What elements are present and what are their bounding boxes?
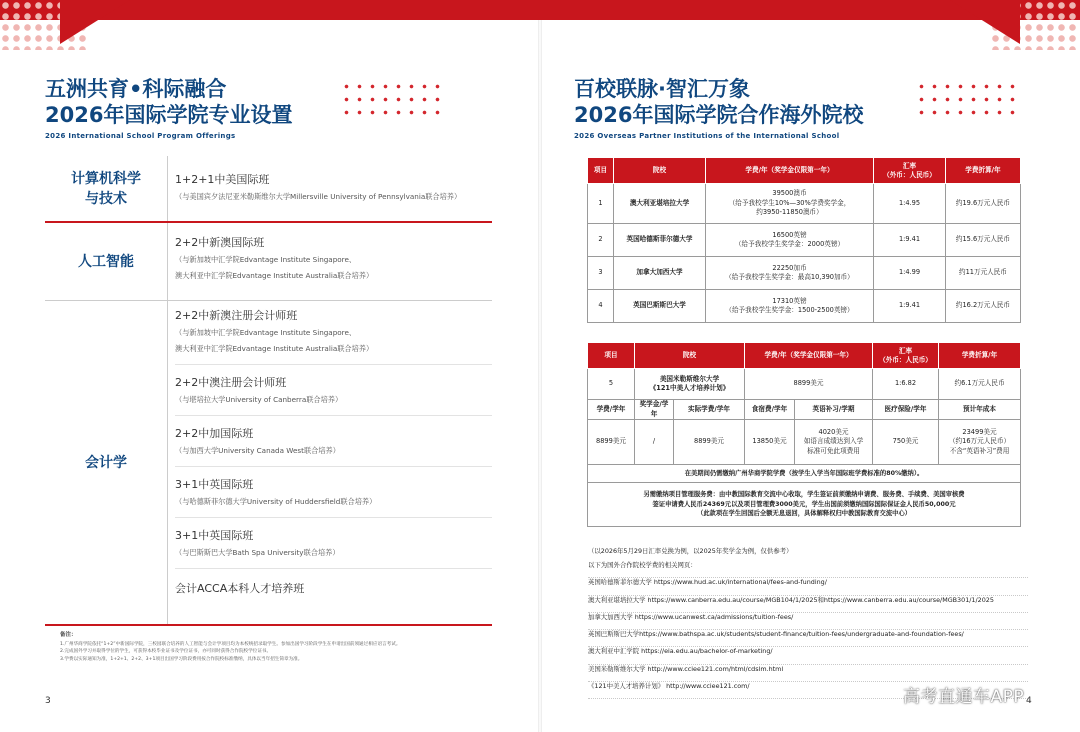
program-name: 会计ACCA本科人才培养班 bbox=[175, 582, 305, 595]
program-desc: 澳大利亚中汇学院Edvantage Institute Australia联合培养） bbox=[175, 271, 374, 280]
category-name: 人工智能 bbox=[78, 253, 134, 270]
category-divider bbox=[167, 301, 168, 624]
table-note: 在美期间仍需缴纳广州华商学院学费（按学生入学当年国际班学费标准的80%缴纳）。 bbox=[588, 465, 1021, 483]
page-number-left: 3 bbox=[45, 696, 51, 706]
program-list bbox=[175, 223, 492, 291]
corner-triangle-left bbox=[60, 0, 130, 44]
category-divider bbox=[167, 223, 168, 300]
program-item bbox=[175, 518, 492, 569]
header-cell: 汇率 （外币：人民币） bbox=[874, 158, 946, 184]
program-item bbox=[175, 223, 492, 291]
table-cell: 英国哈德斯菲尔德大学 bbox=[614, 224, 706, 257]
table-cell: 约19.6万元人民币 bbox=[946, 184, 1021, 224]
table-row bbox=[588, 224, 1021, 257]
left-title-line1: 五洲共育•科际融合 bbox=[45, 77, 227, 101]
category-row bbox=[45, 301, 492, 626]
table-header-row bbox=[588, 343, 1021, 369]
header-cell: 学费折算/年 bbox=[946, 158, 1021, 184]
table-cell: 医疗保险/学年 bbox=[873, 400, 939, 420]
table-cell: 2 bbox=[588, 224, 614, 257]
program-item bbox=[175, 569, 492, 605]
header-cell: 学费折算/年 bbox=[939, 343, 1021, 369]
program-table bbox=[45, 156, 492, 626]
table-cell: 约11万元人民币 bbox=[946, 257, 1021, 290]
left-title-line2: 2026年国际学院专业设置 bbox=[45, 103, 293, 127]
notes-block bbox=[60, 632, 500, 663]
notes-title: 备注： bbox=[60, 632, 77, 638]
watermark: 高考直通车APP bbox=[903, 687, 1025, 707]
table-note-row bbox=[588, 465, 1021, 483]
program-name: 2+2中新澳注册会计师班 bbox=[175, 309, 298, 322]
table-cell: 奖学金/学年 bbox=[635, 400, 674, 420]
program-name: 2+2中加国际班 bbox=[175, 427, 254, 440]
right-title-line1: 百校联脉·智汇万象 bbox=[574, 77, 750, 101]
table-cell: 4 bbox=[588, 290, 614, 323]
program-name: 2+2中新澳国际班 bbox=[175, 236, 265, 249]
table-cell: 4020美元 如语言成绩达到入学 标准可免此项费用 bbox=[795, 420, 873, 465]
program-name: 3+1中英国际班 bbox=[175, 478, 254, 491]
header-cell: 项目 bbox=[588, 343, 635, 369]
note-line: 3.学费以实际通知为准，1+2+1、2+2、3+1项目出国学习阶段费用按合作院校标准缴纳，具体以当年招生简章为准。 bbox=[60, 656, 303, 662]
table-cell: 1:9.41 bbox=[874, 224, 946, 257]
table-cell: 约15.6万元人民币 bbox=[946, 224, 1021, 257]
program-desc: （与巴斯斯巴大学Bath Spa University联合培养） bbox=[175, 548, 340, 557]
table-cell: 5 bbox=[588, 369, 635, 400]
category-row bbox=[45, 223, 492, 301]
table-cell: / bbox=[635, 420, 674, 465]
left-subtitle: 2026 International School Program Offerings bbox=[45, 132, 236, 140]
program-list bbox=[175, 301, 492, 605]
table-cell: 加拿大加西大学 bbox=[614, 257, 706, 290]
right-subtitle: 2026 Overseas Partner Institutions of the International School bbox=[574, 132, 840, 140]
right-title-line2: 2026年国际学院合作海外院校 bbox=[574, 103, 864, 127]
table-cell: 食宿费/学年 bbox=[745, 400, 795, 420]
table-cell: 23499美元 （约16万元人民币） 不含“英语补习”费用 bbox=[939, 420, 1021, 465]
page-number-right: 4 bbox=[1026, 696, 1032, 706]
reference-link[interactable]: 英国巴斯斯巴大学https://www.bathspa.ac.uk/students/student-finance/tuition-fees/undergraduate-and-foundation-fees/ bbox=[588, 630, 1028, 647]
reference-link[interactable]: 英国哈德斯菲尔德大学 https://www.hud.ac.uk/international/fees-and-funding/ bbox=[588, 578, 1028, 595]
left-dot-grid bbox=[340, 80, 440, 120]
program-item bbox=[175, 467, 492, 518]
category-divider bbox=[167, 156, 168, 221]
table-cell: 约6.1万元人民币 bbox=[939, 369, 1021, 400]
header-cell: 汇率 （外币：人民币） bbox=[873, 343, 939, 369]
table-cell: 英语补习/学期 bbox=[795, 400, 873, 420]
header-cell: 学费/年（奖学金仅限第一年） bbox=[706, 158, 874, 184]
table-cell: 1 bbox=[588, 184, 614, 224]
note-line: 1.广州华商学院依托“1+2”中新国际学院，三校园联合培养的人工智能与会计学项目均为本校统招录取学生。参加出国学习阶段学生在申请出国前须通过相应语言考试。 bbox=[60, 641, 401, 647]
table-cell: 1:4.95 bbox=[874, 184, 946, 224]
category-row bbox=[45, 156, 492, 223]
table-row bbox=[588, 257, 1021, 290]
program-item bbox=[175, 365, 492, 416]
program-desc: （与堪培拉大学University of Canberra联合培养） bbox=[175, 395, 343, 404]
table-cell: 39500澳币 （给予我校学生10%—30%学费奖学金， 约3950-11850澳币） bbox=[706, 184, 874, 224]
header-cell: 项目 bbox=[588, 158, 614, 184]
table-row bbox=[588, 420, 1021, 465]
program-list bbox=[175, 156, 492, 212]
header-cell: 院校 bbox=[635, 343, 745, 369]
table-cell: 1:4.99 bbox=[874, 257, 946, 290]
table-cell: 13850美元 bbox=[745, 420, 795, 465]
reference-link[interactable]: 澳大利亚堪培拉大学 https://www.canberra.edu.au/course/MGB104/1/2025和https://www.canberra.edu.au/course/MGB301/1/2025 bbox=[588, 596, 1028, 613]
program-desc: （与哈德斯菲尔德大学University of Huddersfield联合培养） bbox=[175, 497, 377, 506]
program-name: 3+1中英国际班 bbox=[175, 529, 254, 542]
reference-heading: 以下为国外合作院校学费的相关网页： bbox=[588, 561, 1028, 578]
category-name: 计算机科学 与技术 bbox=[71, 170, 141, 207]
table-note-row bbox=[588, 483, 1021, 527]
reference-link[interactable]: 《121中美人才培养计划》 http://www.cciee121.com/ bbox=[588, 682, 1028, 699]
table-cell: 美国米勒斯维尔大学 《121中美人才培养计划》 bbox=[635, 369, 745, 400]
table-cell: 英国巴斯斯巴大学 bbox=[614, 290, 706, 323]
table-cell: 750美元 bbox=[873, 420, 939, 465]
reference-link[interactable]: 美国米勒斯维尔大学 http://www.cciee121.com/html/cdslm.html bbox=[588, 665, 1028, 682]
table-cell: 3 bbox=[588, 257, 614, 290]
table-row bbox=[588, 184, 1021, 224]
right-dot-grid bbox=[915, 80, 1015, 120]
partner-fee-table bbox=[587, 157, 1021, 323]
table-cell: 约16.2万元人民币 bbox=[946, 290, 1021, 323]
right-title-block bbox=[574, 76, 863, 140]
corner-triangle-right bbox=[950, 0, 1020, 44]
table-cell: 17310英镑 （给予我校学生奖学金：1500-2500英镑） bbox=[706, 290, 874, 323]
program-item bbox=[175, 301, 492, 365]
program-desc: （与新加坡中汇学院Edvantage Institute Singapore、 bbox=[175, 328, 357, 337]
table-header-row bbox=[588, 158, 1021, 184]
header-cell: 院校 bbox=[614, 158, 706, 184]
table-subheader-row bbox=[588, 400, 1021, 420]
table-cell: 1:9.41 bbox=[874, 290, 946, 323]
program-item bbox=[175, 416, 492, 467]
table-row bbox=[588, 290, 1021, 323]
table-cell: 实际学费/学年 bbox=[674, 400, 745, 420]
page-gutter bbox=[538, 0, 542, 732]
miller-fee-table bbox=[587, 342, 1021, 527]
table-cell: 8899美元 bbox=[674, 420, 745, 465]
program-desc: （与加西大学University Canada West联合培养） bbox=[175, 446, 340, 455]
program-desc: （与美国宾夕法尼亚米勒斯维尔大学Millersville University of Pennsylvania联合培养） bbox=[175, 192, 462, 201]
table-cell: 学费/学年 bbox=[588, 400, 635, 420]
reference-note: （以2026年5月29日汇率兑换为例，以2025年奖学金为例，仅供参考） bbox=[588, 547, 793, 555]
program-desc: 澳大利亚中汇学院Edvantage Institute Australia联合培养） bbox=[175, 344, 374, 353]
table-row bbox=[588, 369, 1021, 400]
table-note: 另需缴纳项目管理服务费：由中教国际教育交流中心收取，学生签证前须缴纳申请费、服务费、手续费、美国审核费 签证申请费人民币24369元以及项目管理费3000美元，学生出国前须缴纳国际国际保证金人民币50,000元 （此款项在学生回国后全额无息退回，具体解释权归中教国际教育交流中心） bbox=[588, 483, 1021, 527]
reference-link[interactable]: 加拿大加西大学 https://www.ucanwest.ca/admissions/tuition-fees/ bbox=[588, 613, 1028, 630]
program-name: 1+2+1中美国际班 bbox=[175, 173, 270, 186]
table-cell: 22250加币 （给予我校学生奖学金：最高10,390加币） bbox=[706, 257, 874, 290]
table-cell: 澳大利亚堪培拉大学 bbox=[614, 184, 706, 224]
reference-list bbox=[588, 547, 1028, 699]
program-item bbox=[175, 156, 492, 212]
table-cell: 预计年成本 bbox=[939, 400, 1021, 420]
table-cell: 1:6.82 bbox=[873, 369, 939, 400]
table-cell: 8899美元 bbox=[745, 369, 873, 400]
table-cell: 8899美元 bbox=[588, 420, 635, 465]
category-name: 会计学 bbox=[85, 454, 127, 471]
header-cell: 学费/年（奖学金仅限第一年） bbox=[745, 343, 873, 369]
program-desc: （与新加坡中汇学院Edvantage Institute Singapore、 bbox=[175, 255, 357, 264]
left-title-block bbox=[45, 76, 292, 140]
note-line: 2.完成国外学习并取得学位的学生，可获得本校毕业证书及学位证书，亦可同时获得合作院校学位证书。 bbox=[60, 649, 272, 655]
table-cell: 16500英镑 （给予我校学生奖学金：2000英镑） bbox=[706, 224, 874, 257]
program-name: 2+2中澳注册会计师班 bbox=[175, 376, 287, 389]
reference-link[interactable]: 澳大利亚中汇学院 https://eia.edu.au/bachelor-of-marketing/ bbox=[588, 647, 1028, 664]
